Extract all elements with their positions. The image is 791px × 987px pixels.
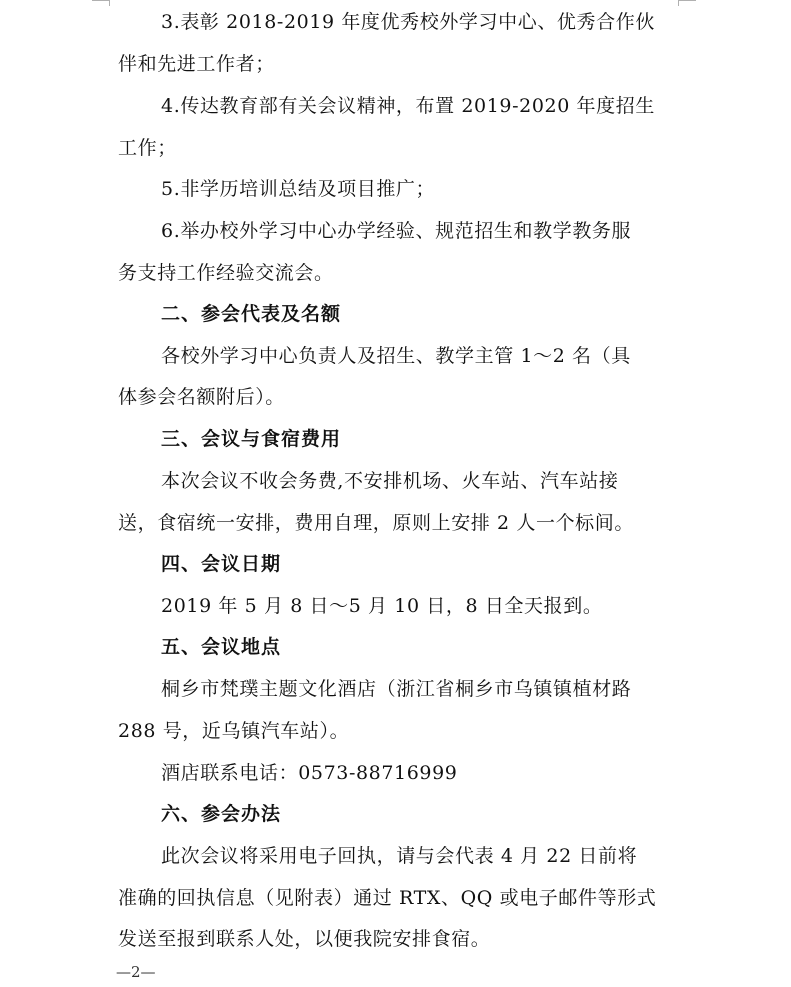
section-6-body-line-3: 发送至报到联系人处，以便我院安排食宿。 (118, 928, 491, 950)
section-4-heading: 四、会议日期 (161, 553, 282, 575)
page-number: —2— (116, 963, 156, 981)
section-3-body-line-2: 送，食宿统一安排，费用自理，原则上安排 2 人一个标间。 (118, 512, 634, 534)
section-6-body-line-2: 准确的回执信息（见附表）通过 RTX、QQ 或电子邮件等形式 (118, 887, 657, 909)
section-3-heading: 三、会议与食宿费用 (161, 428, 342, 450)
item-6-line-2: 务支持工作经验交流会。 (118, 262, 334, 284)
hotel-phone: 酒店联系电话：0573-88716999 (161, 762, 458, 784)
section-2-body-line-2: 体参会名额附后）。 (118, 386, 285, 408)
section-6-heading: 六、参会办法 (161, 803, 282, 825)
item-3-line-2: 伴和先进工作者； (118, 53, 275, 75)
section-5-heading: 五、会议地点 (161, 636, 282, 658)
section-2-heading: 二、参会代表及名额 (161, 303, 342, 325)
crop-mark-right (678, 0, 696, 3)
crop-mark-left (92, 0, 110, 3)
section-6-body-line-1: 此次会议将采用电子回执，请与会代表 4 月 22 日前将 (161, 845, 638, 867)
section-5-body-line-2: 288 号，近乌镇汽车站）。 (118, 720, 350, 742)
item-4-line-1: 4.传达教育部有关会议精神，布置 2019-2020 年度招生 (161, 95, 655, 117)
section-5-body-line-1: 桐乡市梵璞主题文化酒店（浙江省桐乡市乌镇镇植材路 (161, 678, 632, 700)
item-3-line-1: 3.表彰 2018-2019 年度优秀校外学习中心、优秀合作伙 (161, 11, 655, 33)
section-2-body-line-1: 各校外学习中心负责人及招生、教学主管 1～2 名（具 (161, 345, 631, 367)
section-3-body-line-1: 本次会议不收会务费,不安排机场、火车站、汽车站接 (161, 470, 619, 492)
item-5-line-1: 5.非学历培训总结及项目推广； (161, 178, 436, 200)
item-6-line-1: 6.举办校外学习中心办学经验、规范招生和教学教务服 (161, 220, 632, 242)
section-4-body-line-1: 2019 年 5 月 8 日～5 月 10 日，8 日全天报到。 (161, 595, 603, 617)
item-4-line-2: 工作； (118, 137, 177, 159)
